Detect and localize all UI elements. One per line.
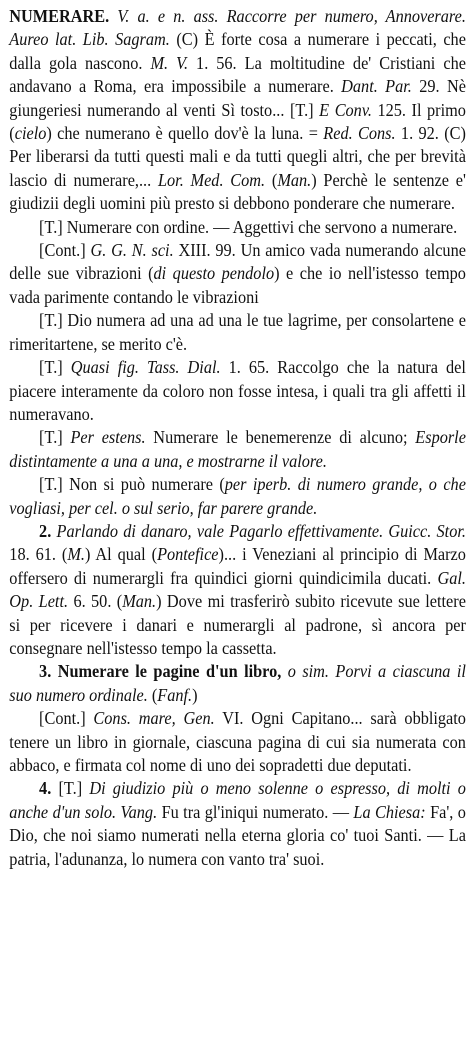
italic-text: Parlando di danaro, vale Pagarlo effettivamente. Guicc. Stor. — [56, 520, 466, 541]
italic-text: per iperb. di numero grande, o che vogliasi, per cel. o sul serio, far parere grande. — [9, 474, 466, 518]
text-run: 29. Nè giungeriesi numerando al venti Sì tosto... [T.] — [9, 76, 466, 120]
italic-text: Lor. Med. Com. — [157, 169, 266, 190]
text-run: 1. 92. (C) Per liberarsi da tutti questi mali e da tutti quegli altri, che per brevità lascio di numerare,... — [9, 123, 466, 190]
text-run: ) Al qual ( — [84, 544, 158, 565]
text-run: [Cont.] — [39, 240, 91, 261]
text-run: [T.] Non si può numerare ( — [39, 474, 225, 495]
text-run — [109, 6, 117, 26]
entry-paragraph — [9, 660, 466, 707]
italic-text: M. V. — [150, 52, 189, 73]
dictionary-entry-numerare — [9, 5, 466, 871]
bold-text: 4. — [39, 778, 59, 799]
text-run: )... i Veneziani al principio di Marzo offersero di numerargli fra quindici giorni quindicimila ducati. — [9, 544, 466, 588]
text-run: ) Perchè le sentenze e' giudizii degli uomini più presto si debbono ponderare che numerare. — [9, 169, 466, 214]
text-run: ) Dove mi trasferirò subito ricevute sue lettere si per ricevere i danari e numerargli al padrone, sì ancora per consegnare nell'istesso tempo la cassetta. — [9, 591, 466, 658]
text-run: ) e che io nell'istesso tempo vada parimente contando le vibrazioni — [9, 263, 466, 307]
text-run: 1. 56. La moltitudine de' Cristiani che andavano a Roma, era impossibile a numerare. — [9, 52, 466, 97]
italic-text: cielo — [14, 123, 47, 144]
text-run: [T.] — [58, 778, 90, 799]
italic-text: G. G. N. sci. — [90, 240, 174, 261]
italic-text: Red. Cons. — [323, 123, 396, 144]
text-run: ) che numerano è quello dov'è la luna. = — [46, 123, 324, 144]
entry-paragraph — [9, 216, 466, 239]
italic-text: Di giudizio più o meno solenne o espresso, di molti o anche d'un solo. Vang. — [9, 778, 466, 822]
text-run: (C) È forte cosa a numerare i peccati, che dalla gola nascono. — [9, 29, 466, 73]
text-run: 6. 50. ( — [68, 591, 123, 612]
text-run: 1. 65. Raccolgo che la natura del piacere interamente da coloro non fosse intesa, i quali tra gli affetti il numeravano. — [9, 357, 466, 424]
bold-text: 2. — [39, 520, 57, 541]
italic-text: Pontefice — [157, 544, 219, 565]
italic-text: E Conv. — [319, 99, 372, 120]
text-run: [T.] — [39, 427, 71, 448]
text-run: 18. 61. ( — [9, 544, 68, 565]
italic-text: V. a. e n. ass. — [117, 6, 219, 26]
italic-text: Esporle distintamente a una a una, e mostrarne il valore. — [9, 427, 466, 471]
bold-text: 3. Numerare le pagine d'un libro, — [39, 661, 282, 682]
italic-text: di questo pendolo — [153, 263, 275, 284]
text-run: VI. Ogni Capitano... sarà obbligato tenere un libro in giornale, ciascuna pagina di cui sia numerata con abbaco, e firmata col nome di uno dei sopradetti due deputati. — [9, 708, 466, 775]
entry-paragraph — [9, 777, 466, 871]
text-run: [Cont.] — [39, 708, 94, 729]
italic-text: Man. — [122, 591, 157, 612]
text-run: [T.] Numerare con ordine. — Aggettivi che servono a numerare. — [39, 216, 458, 237]
italic-text: o sim. Porvi a ciascuna il suo numero ordinale. — [9, 661, 466, 705]
entry-paragraph — [9, 356, 466, 426]
text-run: [T.] Dio numera ad una ad una le tue lagrime, per consolartene e rimeritartene, se merito c'è. — [9, 310, 466, 354]
text-run: Fa', o Dio, che noi siamo numerati nella eterna gloria co' tuoi Santi. — La patria, l'adunanza, lo numera con vanto tra' suoi. — [9, 801, 466, 869]
bold-text: NUMERARE. — [9, 6, 110, 26]
text-run: Fu tra gl'iniqui numerato. — — [157, 801, 354, 822]
text-run — [218, 6, 226, 26]
italic-text: Per estens. — [70, 427, 146, 448]
text-run: [T.] — [39, 357, 71, 378]
italic-text: Raccorre per numero, Annoverare. Aureo lat. Lib. Sagram. — [9, 6, 466, 50]
italic-text: Cons. mare, Gen. — [93, 708, 215, 729]
italic-text: Fanf. — [157, 684, 193, 705]
entry-paragraph — [9, 5, 466, 216]
italic-text: Gal. Op. Lett. — [9, 567, 466, 612]
italic-text: Dant. Par. — [341, 76, 412, 97]
text-run: XIII. 99. Un amico vada numerando alcune delle sue vibrazioni ( — [9, 240, 466, 284]
entry-paragraph — [9, 239, 466, 309]
text-run: Numerare le benemerenze di alcuno; — [145, 427, 416, 448]
italic-text: La Chiesa: — [353, 801, 426, 822]
entry-paragraph — [9, 520, 466, 660]
text-run: ( — [147, 684, 158, 705]
entry-paragraph — [9, 309, 466, 356]
entry-paragraph — [9, 707, 466, 777]
italic-text: Man. — [277, 169, 312, 190]
entry-paragraph — [9, 473, 466, 520]
text-run: 125. Il primo ( — [9, 99, 466, 144]
italic-text: Quasi fig. Tass. Dial. — [70, 357, 221, 378]
text-run: ( — [265, 169, 278, 190]
text-run: ) — [192, 684, 198, 705]
entry-paragraph — [9, 426, 466, 473]
italic-text: M. — [67, 544, 85, 565]
